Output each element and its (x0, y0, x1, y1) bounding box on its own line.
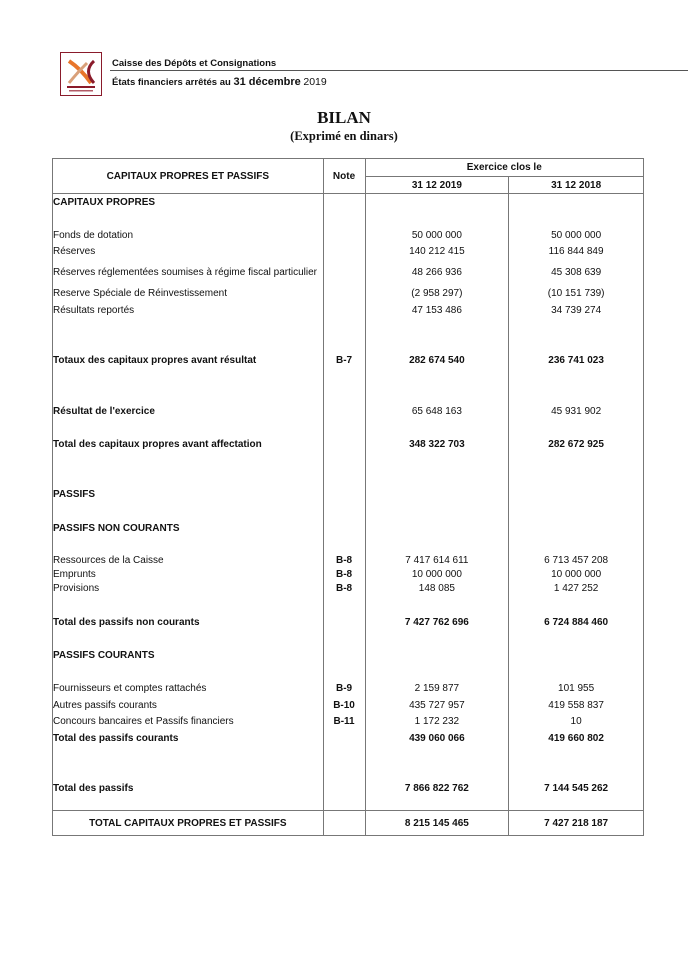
value-2018: 419 660 802 (509, 730, 644, 747)
value-2018: (10 151 739) (509, 286, 644, 302)
row-label: Fournisseurs et comptes rattachés (53, 681, 324, 697)
note-ref: B-8 (323, 553, 365, 568)
row-label: Total des capitaux propres avant affectation (53, 436, 324, 453)
value-2019: 50 000 000 (365, 227, 509, 244)
value-2019: 148 085 (365, 582, 509, 596)
section-title: PASSIFS NON COURANTS (53, 520, 324, 537)
value-2018: 10 (509, 714, 644, 730)
row-label: Autres passifs courants (53, 697, 324, 714)
value-2019: 7 417 614 611 (365, 553, 509, 568)
table-row (53, 520, 644, 537)
balance-sheet-table (52, 158, 644, 836)
subtitle-year: 2019 (303, 76, 327, 88)
row-label: Provisions (53, 582, 324, 596)
note-ref: B-8 (323, 582, 365, 596)
row-label: TOTAL CAPITAUX PROPRES ET PASSIFS (53, 811, 324, 836)
table-row (53, 614, 644, 631)
table-row (53, 780, 644, 797)
row-label: Résultats reportés (53, 302, 324, 319)
value-2019: 8 215 145 465 (365, 811, 509, 836)
row-label: Fonds de dotation (53, 227, 324, 244)
section-title: CAPITAUX PROPRES (53, 194, 324, 211)
value-2018: 45 308 639 (509, 260, 644, 286)
value-2019: 435 727 957 (365, 697, 509, 714)
header-note: Note (323, 159, 365, 194)
row-label: Concours bancaires et Passifs financiers (53, 714, 324, 730)
value-2019: 7 427 762 696 (365, 614, 509, 631)
note-ref: B-10 (323, 697, 365, 714)
section-title: PASSIFS COURANTS (53, 647, 324, 664)
value-2018: 1 427 252 (509, 582, 644, 596)
organization-name: Caisse des Dépôts et Consignations (112, 58, 277, 69)
table-row (53, 681, 644, 697)
value-2018: 6 724 884 460 (509, 614, 644, 631)
note-ref: B-11 (323, 714, 365, 730)
value-2019: 7 866 822 762 (365, 780, 509, 797)
note-ref: B-8 (323, 568, 365, 582)
table-row (53, 714, 644, 730)
value-2018: 101 955 (509, 681, 644, 697)
value-2019: 10 000 000 (365, 568, 509, 582)
document-header (60, 52, 688, 98)
value-2018: 6 713 457 208 (509, 553, 644, 568)
page-title: BILAN (317, 108, 371, 127)
table-row (53, 582, 644, 596)
header-divider (110, 70, 688, 71)
note-ref: B-9 (323, 681, 365, 697)
header-2018: 31 12 2018 (509, 177, 644, 194)
table-row (53, 352, 644, 370)
subtitle-date: 31 décembre (233, 76, 301, 88)
value-2019: 1 172 232 (365, 714, 509, 730)
report-subtitle (112, 76, 327, 88)
header-period-group: Exercice clos le (365, 159, 643, 177)
value-2018: 116 844 849 (509, 244, 644, 260)
value-2019: 47 153 486 (365, 302, 509, 319)
table-row (53, 260, 644, 286)
value-2018: 34 739 274 (509, 302, 644, 319)
subtitle-prefix: États financiers arrêtés au (112, 77, 231, 88)
table-row (53, 486, 644, 503)
value-2019: (2 958 297) (365, 286, 509, 302)
row-label: Réserves (53, 244, 324, 260)
table-row (53, 403, 644, 420)
row-label: Reserve Spéciale de Réinvestissement (53, 286, 324, 302)
table-row (53, 244, 644, 260)
table-row (53, 227, 644, 244)
section-title: PASSIFS (53, 486, 324, 503)
table-row (53, 436, 644, 453)
value-2019: 2 159 877 (365, 681, 509, 697)
row-label: Total des passifs non courants (53, 614, 324, 631)
table-row (53, 553, 644, 568)
row-label: Emprunts (53, 568, 324, 582)
cdc-logo-icon (60, 52, 102, 96)
table-row (53, 302, 644, 319)
value-2018: 419 558 837 (509, 697, 644, 714)
value-2019: 282 674 540 (365, 352, 509, 370)
row-label: Total des passifs (53, 780, 324, 797)
page-subtitle: (Exprimé en dinars) (290, 129, 398, 143)
value-2019: 140 212 415 (365, 244, 509, 260)
value-2018: 7 427 218 187 (509, 811, 644, 836)
value-2018: 7 144 545 262 (509, 780, 644, 797)
value-2018: 50 000 000 (509, 227, 644, 244)
value-2018: 282 672 925 (509, 436, 644, 453)
table-row (53, 194, 644, 211)
value-2018: 45 931 902 (509, 403, 644, 420)
value-2019: 48 266 936 (365, 260, 509, 286)
note-ref: B-7 (323, 352, 365, 370)
table-row (53, 730, 644, 747)
table-row (53, 697, 644, 714)
row-label: Réserves réglementées soumises à régime fiscal particulier (53, 260, 324, 286)
table-row (53, 568, 644, 582)
table-row (53, 647, 644, 664)
value-2018: 236 741 023 (509, 352, 644, 370)
grand-total-row (53, 811, 644, 836)
row-label: Résultat de l'exercice (53, 403, 324, 420)
value-2019: 439 060 066 (365, 730, 509, 747)
table-row (53, 286, 644, 302)
row-label: Ressources de la Caisse (53, 553, 324, 568)
value-2018: 10 000 000 (509, 568, 644, 582)
row-label: Total des passifs courants (53, 730, 324, 747)
value-2019: 65 648 163 (365, 403, 509, 420)
row-label: Totaux des capitaux propres avant résultat (53, 352, 324, 370)
value-2019: 348 322 703 (365, 436, 509, 453)
header-2019: 31 12 2019 (365, 177, 509, 194)
header-label: CAPITAUX PROPRES ET PASSIFS (53, 159, 324, 194)
